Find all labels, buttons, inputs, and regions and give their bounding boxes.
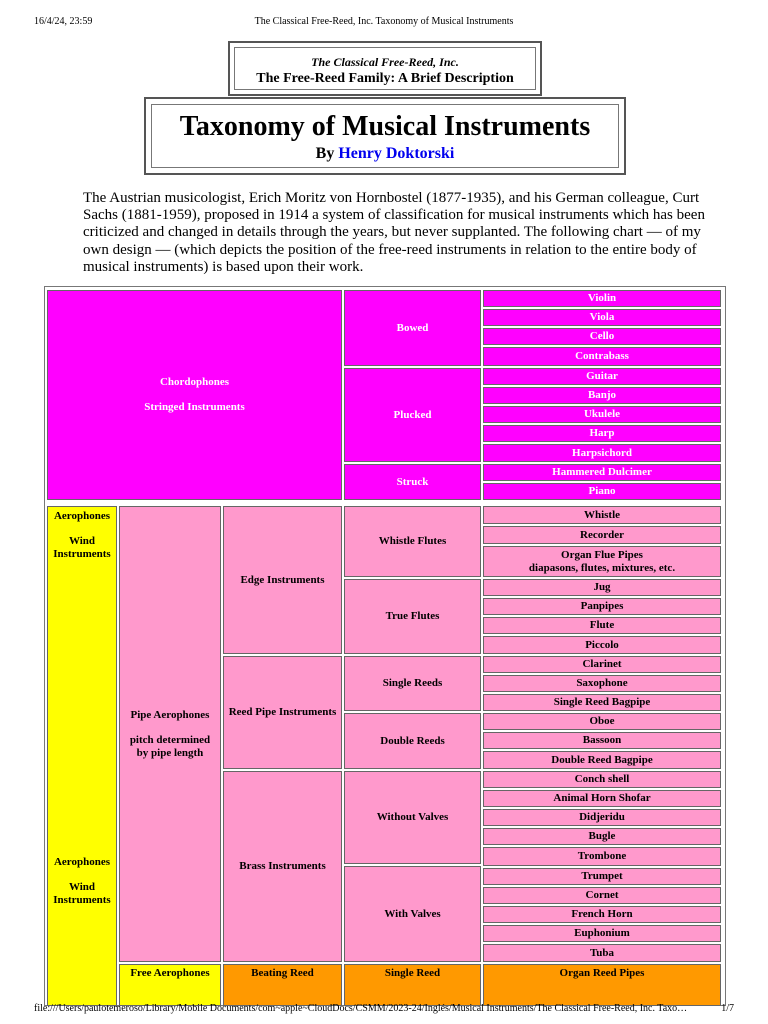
instrument-jug: Jug xyxy=(483,579,721,596)
print-file-path: file:///Users/paulotemeroso/Library/Mobile Documents/com~apple~CloudDocs/CSMM/2023-24/Inglés/Musical Instruments/The Classical Free-Reed, Inc. Taxo… xyxy=(34,1003,688,1014)
chordophones-cell: Chordophones Stringed Instruments xyxy=(47,290,342,500)
instrument-piccolo: Piccolo xyxy=(483,636,721,654)
instrument-didjeridu: Didjeridu xyxy=(483,809,721,826)
instrument-euphonium: Euphonium xyxy=(483,925,721,942)
group-bowed: Bowed xyxy=(344,290,481,366)
instrument-double-reed-bagpipe: Double Reed Bagpipe xyxy=(483,751,721,769)
instrument-panpipes: Panpipes xyxy=(483,598,721,615)
instrument-recorder: Recorder xyxy=(483,526,721,544)
free-aerophones-cell: Free Aerophones xyxy=(119,964,221,1006)
instrument-whistle: Whistle xyxy=(483,506,721,524)
intro-paragraph: The Austrian musicologist, Erich Moritz von Hornbostel (1877-1935), and his German colleague, Curt Sachs (1881-1959), proposed in 1914 a system of classification for musical instruments which has been criticized and changed in details through the years, but never supplanted. The following chart — of my own design — (which depicts the position of the free-reed instruments in relation to the entire body of musical instruments) is based upon their work. xyxy=(83,190,705,275)
instrument-harp: Harp xyxy=(483,425,721,442)
author-link[interactable]: Henry Doktorski xyxy=(338,145,455,162)
instrument-harpsichord: Harpsichord xyxy=(483,444,721,462)
single-reed-cell: Single Reed xyxy=(344,964,481,1006)
instrument-cello: Cello xyxy=(483,328,721,345)
title-box xyxy=(144,97,626,175)
sub-true-flutes: True Flutes xyxy=(344,579,481,654)
family-brass-instruments: Brass Instruments xyxy=(223,771,342,962)
instrument-single-reed-bagpipe: Single Reed Bagpipe xyxy=(483,694,721,711)
print-page-title: The Classical Free-Reed, Inc. Taxonomy of Musical Instruments xyxy=(254,16,514,27)
family-reed-pipe-instruments: Reed Pipe Instruments xyxy=(223,656,342,769)
sub-single-reeds: Single Reeds xyxy=(344,656,481,711)
sub-whistle-flutes: Whistle Flutes xyxy=(344,506,481,577)
instrument-banjo: Banjo xyxy=(483,387,721,404)
instrument-trumpet: Trumpet xyxy=(483,868,721,885)
instrument-violin: Violin xyxy=(483,290,721,307)
instrument-organ-flue-pipes: Organ Flue Pipes diapasons, flutes, mixtures, etc. xyxy=(483,546,721,577)
instrument-flute: Flute xyxy=(483,617,721,634)
beating-reed-cell: Beating Reed xyxy=(223,964,342,1006)
instrument-guitar: Guitar xyxy=(483,368,721,385)
instrument-oboe: Oboe xyxy=(483,713,721,730)
instrument-french-horn: French Horn xyxy=(483,906,721,923)
instrument-viola: Viola xyxy=(483,309,721,326)
instrument-tuba: Tuba xyxy=(483,944,721,962)
sub-without-valves: Without Valves xyxy=(344,771,481,864)
byline-prefix: By xyxy=(315,145,335,162)
taxonomy-chart xyxy=(44,286,726,1006)
print-page-number: 1/7 xyxy=(721,1003,734,1014)
print-datetime: 16/4/24, 23:59 xyxy=(34,16,93,27)
group-struck: Struck xyxy=(344,464,481,500)
page-title: Taxonomy of Musical Instruments xyxy=(179,111,591,142)
group-plucked: Plucked xyxy=(344,368,481,462)
aerophones-cell: Aerophones Wind Instruments Aerophones Wind Instruments xyxy=(47,506,117,1006)
org-name: The Classical Free-Reed, Inc. xyxy=(311,55,459,69)
instrument-bassoon: Bassoon xyxy=(483,732,721,749)
instrument-trombone: Trombone xyxy=(483,847,721,866)
instrument-conch-shell: Conch shell xyxy=(483,771,721,788)
sub-double-reeds: Double Reeds xyxy=(344,713,481,769)
family-edge-instruments: Edge Instruments xyxy=(223,506,342,654)
instrument-bugle: Bugle xyxy=(483,828,721,845)
instrument-animal-horn-shofar: Animal Horn Shofar xyxy=(483,790,721,807)
site-box xyxy=(228,41,542,96)
site-subtitle: The Free-Reed Family: A Brief Description xyxy=(256,71,514,86)
instrument-cornet: Cornet xyxy=(483,887,721,904)
organ-reed-pipes-cell: Organ Reed Pipes xyxy=(483,964,721,1006)
instrument-piano: Piano xyxy=(483,483,721,500)
instrument-hammered-dulcimer: Hammered Dulcimer xyxy=(483,464,721,481)
instrument-clarinet: Clarinet xyxy=(483,656,721,673)
instrument-ukulele: Ukulele xyxy=(483,406,721,423)
instrument-saxophone: Saxophone xyxy=(483,675,721,692)
sub-with-valves: With Valves xyxy=(344,866,481,962)
instrument-contrabass: Contrabass xyxy=(483,347,721,366)
pipe-aerophones-cell: Pipe Aerophones pitch determined by pipe length xyxy=(119,506,221,962)
